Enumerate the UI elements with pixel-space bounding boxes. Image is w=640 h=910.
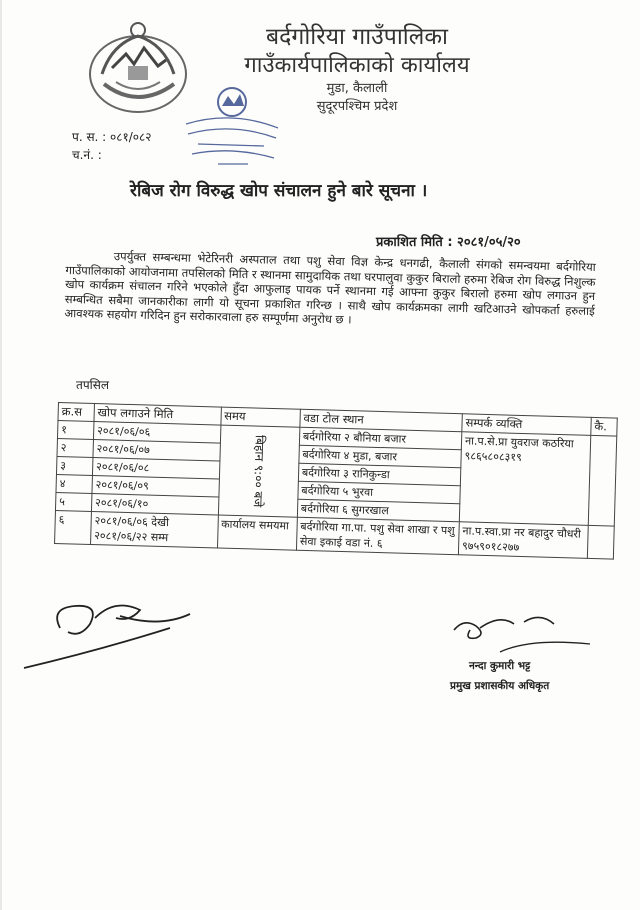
cell-sn: ६ xyxy=(55,510,92,544)
schedule-label: तपसिल xyxy=(76,378,110,392)
cell-place: बर्दगोरिया ५ भुरवा xyxy=(298,481,461,504)
cell-place: बर्दगोरिया गा.पा. पशु सेवा शाखा र पशु सेवा इकाई वडा नं. ६ xyxy=(296,517,459,555)
vaccination-schedule-table xyxy=(54,402,618,560)
col-header-place: वडा टोल स्थान xyxy=(300,409,463,432)
office-stamp xyxy=(178,80,286,168)
cell-place: बर्दगोरिया ४ मुडा, बजार xyxy=(299,445,462,468)
cell-remarks xyxy=(587,525,614,559)
notice-title: रेबिज रोग विरुद्ध खोप संचालन हुने बारे सूचना । xyxy=(130,181,428,201)
body-paragraph: उपर्युक्त सम्बन्धमा भेटेरिनरी अस्पताल तथा पशु सेवा विज्ञ केन्द्र धनगढी, कैलाली संगको समन्वयमा बर्दगोरिया गाउँपालिकाको आयोजनामा तपसिलको मिति र स्थानमा सामुदायिक तथा घरपालुवा कुकुर बिरालो हरुमा रेबिज रोग विरुद्ध निशुल्क खोप कार्यक्रम संचालन गरिने भएकोले हुँदा आफुलाइ पायक पर्ने स्थानमा गई आफ्ना कुकुर बिरालो हरुमा खोप लगाउन हुन सम्बन्धित सबैमा जानकारीका लागी यो सूचना प्रकाशित गरिन्छ । साथै खोप कार्यक्रमका लागी खटिआउने खोपकर्ता हरुलाई आवश्यक सहयोग गरिदिन हुन सरोकारवाला हरु सम्पूर्णमा अनुरोध छ । xyxy=(64,249,596,327)
cell-sn: २ xyxy=(57,438,93,457)
cell-date: २०८१/०६/०६ देखी २०८१/०६/२२ सम्म xyxy=(90,511,217,548)
col-header-date: खोप लगाउने मिति xyxy=(94,404,221,426)
signatory-designation: प्रमुख प्रशासकीय अधिकृत xyxy=(450,680,550,692)
cell-remarks xyxy=(588,435,617,526)
reference-block xyxy=(72,128,152,164)
cell-contact-2: ना.प.स्वा.प्रा नर बहादुर चौधरी ९७५९०१८२७७ xyxy=(458,522,588,559)
handwritten-signature-left xyxy=(20,588,200,672)
col-header-time: समय xyxy=(220,407,300,427)
col-header-remarks: कै. xyxy=(591,417,618,436)
cell-sn: १ xyxy=(57,421,93,440)
signatory-name: नन्दा कुमारी भट्ट xyxy=(468,660,531,672)
time-text: बिहान ९:०० बजे xyxy=(250,434,267,508)
cell-sn: ५ xyxy=(55,492,91,511)
office-province: सुदूरपश्चिम प्रदेश xyxy=(316,99,398,114)
published-date: प्रकाशित मिति : २०८१/०५/२० xyxy=(376,235,521,250)
office-name: गाउँकार्यपालिकाको कार्यालय xyxy=(244,53,470,78)
letter-number: प. स. : ०८१/०८२ xyxy=(72,130,152,144)
dispatch-number: च.नं. : xyxy=(72,148,102,162)
cell-contact-1: ना.प.से.प्रा युवराज कठरिया ९८६५८०८३१९ xyxy=(459,432,590,526)
signatory-block xyxy=(446,656,553,696)
cell-place: बर्दगोरिया ६ सुगरखाल xyxy=(297,499,460,522)
cell-time: कार्यालय समयमा xyxy=(217,515,297,550)
cell-place: बर्दगोरिया ३ रानिकुन्डा xyxy=(298,463,461,486)
cell-date: २०८१/०६/०७ xyxy=(93,440,220,462)
cell-sn: ३ xyxy=(56,456,92,475)
office-location: मुडा, कैलाली xyxy=(326,81,388,96)
notice-body xyxy=(64,248,596,333)
cell-sn: ४ xyxy=(56,474,92,493)
municipality-name: बर्दगोरिया गाउँपालिका xyxy=(266,24,448,50)
cell-date: २०८१/०६/१० xyxy=(91,493,218,515)
col-header-contact: सम्पर्क व्यक्ति xyxy=(462,414,591,436)
cell-date: २०८१/०६/०८ xyxy=(92,457,219,479)
col-header-sn: क्र.स xyxy=(58,403,94,422)
cell-date: २०८१/०६/०६ xyxy=(93,422,220,444)
cell-time-merged xyxy=(218,425,300,517)
cell-place: बर्दगोरिया २ बौनिया बजार xyxy=(299,427,462,450)
cell-date: २०८१/०६/०९ xyxy=(92,475,219,497)
